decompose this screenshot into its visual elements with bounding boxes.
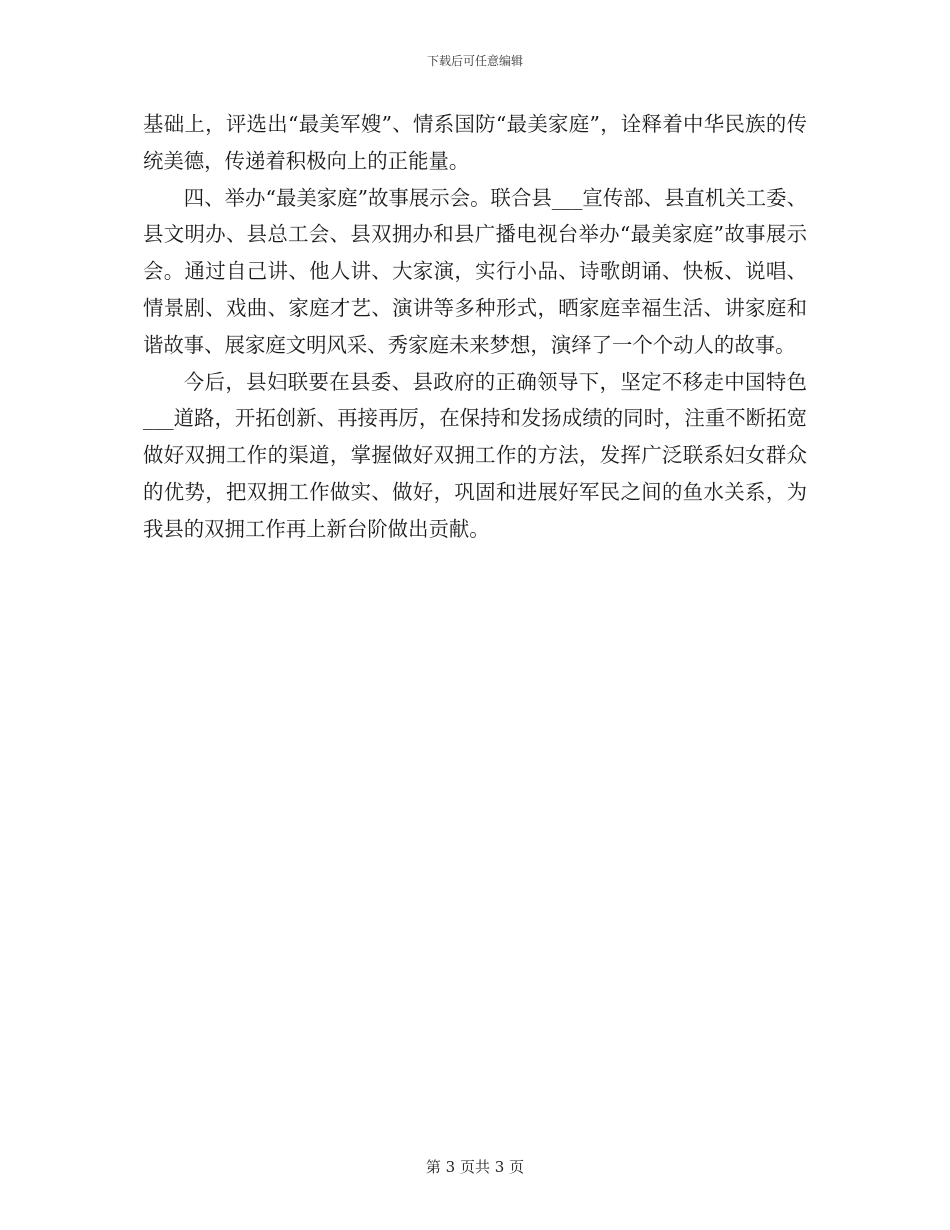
paragraph-continuation: 基础上，评选出“最美军嫂”、情系国防“最美家庭”，诠释着中华民族的传统美德，传递着积极向上的正能量。: [143, 112, 807, 173]
paragraph-story-showcase: 四、举办“最美家庭”故事展示会。联合县___宣传部、县直机关工委、县文明办、县总工会、县双拥办和县广播电视台举办“最美家庭”故事展示会。通过自己讲、他人讲、大家演，实行小品、诗歌朗诵、快板、说唱、情景剧、戏曲、家庭才艺、演讲等多种形式，晒家庭幸福生活、讲家庭和谐故事、展家庭文明风采、秀家庭未来梦想，演绎了一个个动人的故事。: [143, 185, 807, 357]
paragraph-future-plans: 今后，县妇联要在县委、县政府的正确领导下，坚定不移走中国特色___道路，开拓创新、再接再厉，在保持和发扬成绩的同时，注重不断拓宽做好双拥工作的渠道，掌握做好双拥工作的方法，发挥广泛联系妇女群众的优势，把双拥工作做实、做好，巩固和进展好军民之间的鱼水关系，为我县的双拥工作再上新台阶做出贡献。: [143, 369, 807, 541]
page-header: 下载后可任意编辑: [426, 54, 523, 68]
document-body: [143, 106, 807, 548]
page-number: 第 3 页共 3 页: [425, 1158, 525, 1176]
